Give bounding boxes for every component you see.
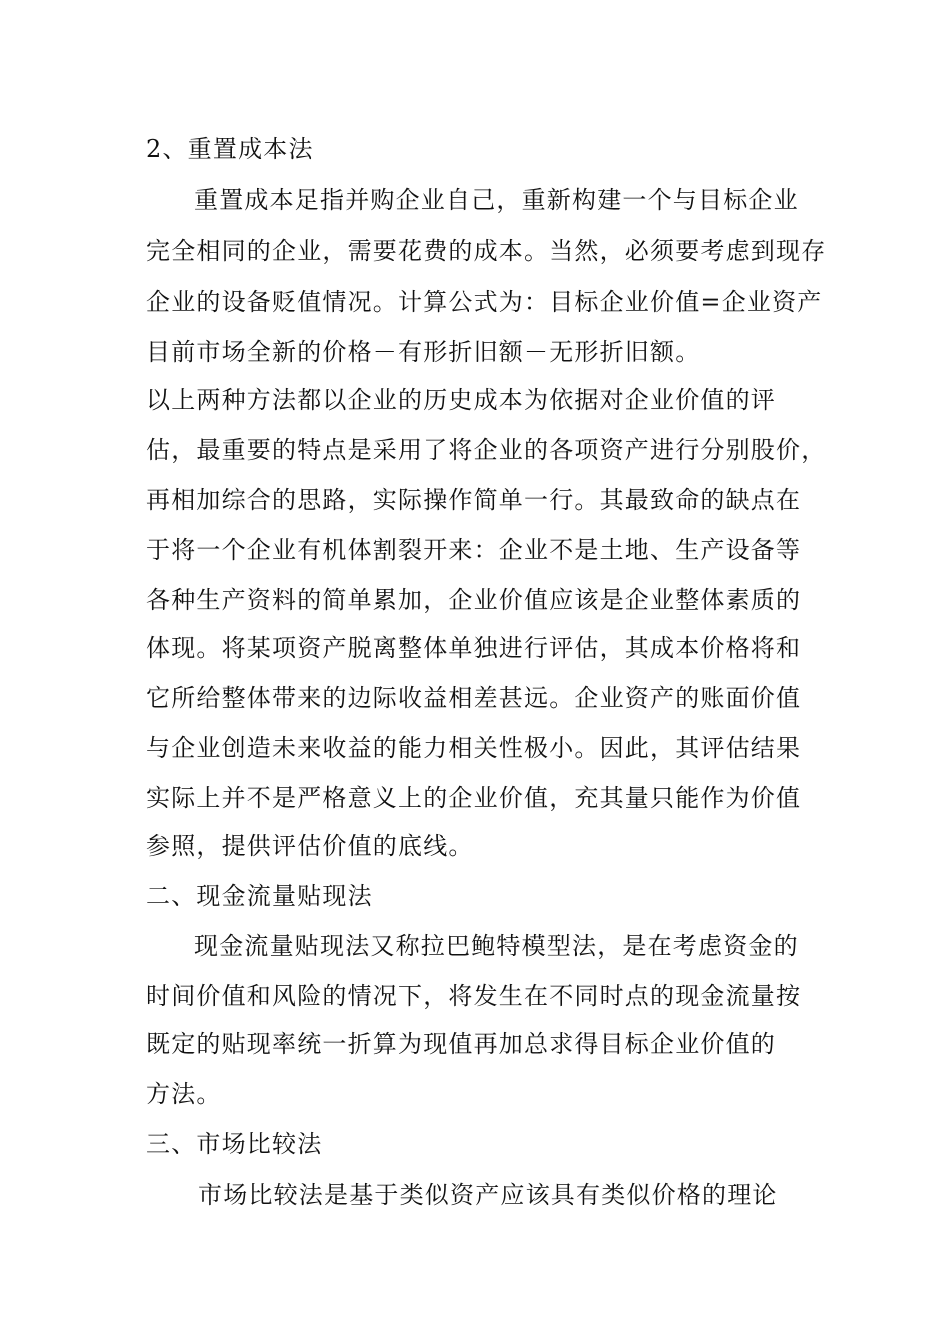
section-heading-market-comparison: 三、市场比较法	[146, 1130, 323, 1158]
paragraph-line: 企业的设备贬值情况。计算公式为：目标企业价值=企业资产	[146, 288, 823, 316]
paragraph-line: 再相加综合的思路，实际操作简单一行。其最致命的缺点在	[146, 486, 802, 514]
paragraph-line: 目前市场全新的价格－有形折旧额－无形折旧额。	[146, 338, 701, 366]
section-heading-dcf: 二、现金流量贴现法	[146, 882, 373, 910]
paragraph-line: 它所给整体带来的边际收益相差甚远。企业资产的账面价值	[146, 684, 802, 712]
paragraph-line: 重置成本足指并购企业自己，重新构建一个与目标企业	[194, 186, 799, 214]
paragraph-line: 既定的贴现率统一折算为现值再加总求得目标企业价值的	[146, 1030, 776, 1058]
paragraph-line: 现金流量贴现法又称拉巴鲍特模型法，是在考虑资金的	[194, 932, 799, 960]
paragraph-line: 各种生产资料的简单累加，企业价值应该是企业整体素质的	[146, 586, 802, 614]
paragraph-line: 以上两种方法都以企业的历史成本为依据对企业价值的评	[146, 386, 776, 414]
paragraph-line: 体现。将某项资产脱离整体单独进行评估，其成本价格将和	[146, 634, 802, 662]
paragraph-line: 于将一个企业有机体割裂开来：企业不是土地、生产设备等	[146, 536, 802, 564]
paragraph-line: 完全相同的企业，需要花费的成本。当然，必须要考虑到现存	[146, 237, 827, 265]
section-heading-replacement-cost: 2、重置成本法	[146, 135, 314, 163]
paragraph-line: 时间价值和风险的情况下，将发生在不同时点的现金流量按	[146, 982, 802, 1010]
paragraph-line: 与企业创造未来收益的能力相关性极小。因此，其评估结果	[146, 734, 802, 762]
paragraph-line: 实际上并不是严格意义上的企业价值，充其量只能作为价值	[146, 784, 802, 812]
paragraph-line: 方法。	[146, 1080, 222, 1108]
paragraph-line: 参照，提供评估价值的底线。	[146, 832, 474, 860]
paragraph-line: 市场比较法是基于类似资产应该具有类似价格的理论	[198, 1181, 778, 1209]
paragraph-line: 估，最重要的特点是采用了将企业的各项资产进行分别股价，	[146, 436, 827, 464]
